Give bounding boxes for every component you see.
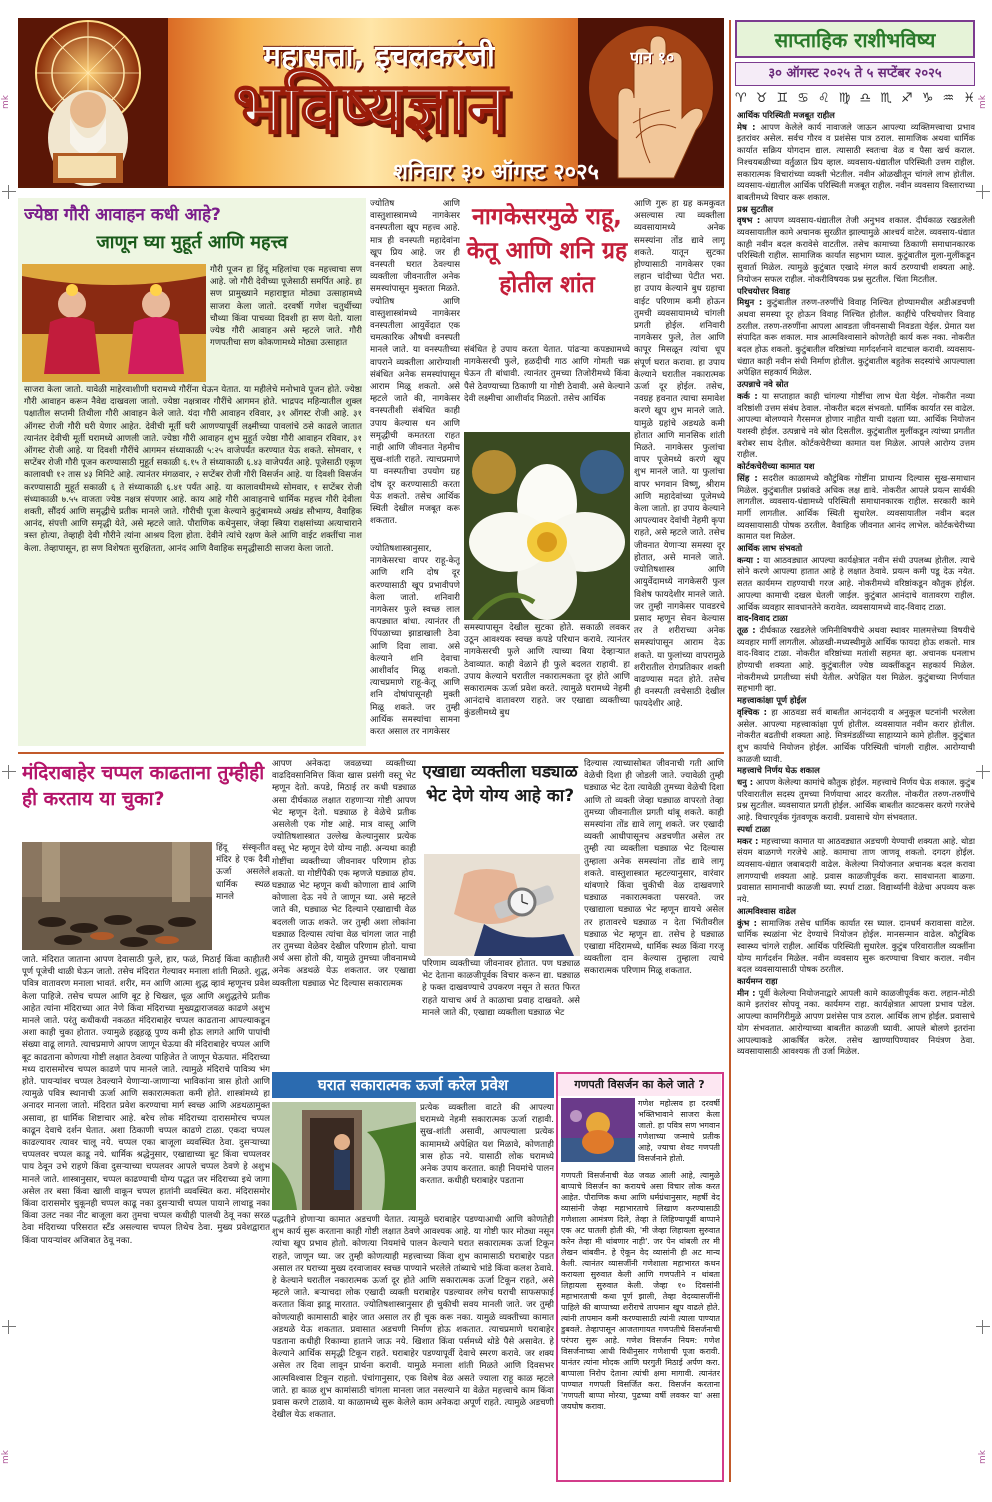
rashi-column (729, 20, 976, 1482)
vanaspati-col-left: ज्योतिष आणि वास्तुशास्त्रामध्ये नागकेसर वनस्पतीला खूप महत्त्व आहे. मात्र ही वनस्पती महादेवांना खूप प्रिय आहे. जर ही वनस्पती घरात ठेवल्यास व्यक्तीला जीवनातील अनेक समस्यांपासून मुक्तता मिळते. ज्योतिष आणि वास्तुशास्त्रांमध्ये नागकेसर वनस्पतीला आयुर्वेदात एक चमत्कारिक औषधी वनस्पती मानले जाते. या वनस्पतीच्या वापराने व्यक्तीला आरोग्याशी संबंधित अनेक समस्यांपासून आराम मिळू शकतो. असे म्हटले जाते की, नागकेसर वनस्पतीशी संबंधित काही उपाय केल्यास धन आणि समृद्धीची कमतरता राहत नाही आणि जीवनात नेहमीच सुख-शांती राहते. त्याचप्रमाणे या वनस्पतीचा उपयोग ग्रह दोष दूर करण्यासाठी करता येऊ शकतो. तसेच आर्थिक स्थिती देखील मजबूत करू शकतात. (370, 199, 460, 527)
rashi-entry-meen (737, 976, 975, 1058)
crop-mark (2, 1320, 16, 1334)
margin-mark: mk (978, 95, 988, 109)
rashi-title: साप्ताहिक राशीभविष्य (774, 28, 936, 52)
gauri-headline-primary: ज्येष्ठा गौरी आवाहन कधी आहे? (24, 205, 221, 225)
rashi-subheading: परिचयोत्तर विवाह (737, 285, 790, 296)
nagkesar-flower-photo (464, 432, 630, 620)
masthead-date: शनिवार ३० ऑगस्ट २०२५ (393, 160, 599, 185)
rashi-subheading: कार्यमग्न राहा (737, 976, 778, 987)
margin-mark: mk (1, 1450, 11, 1464)
crop-mark (976, 765, 990, 779)
urja-body: पद्धतीने होणाऱ्या कामात अडचणी येतात. त्यामुळे घराबाहेर पडण्याआधी आणि कोणतेही शुभ कार्य सुरू करताना काही गोष्टी लक्षात ठेवणे आवश्यक आहे. या गोष्टी फार मोठ्या नसून त्यांचा खूप प्रभाव होतो. कोणत्या नियमांचे पालन केल्याने घरात सकारात्मक ऊर्जा टिकून राहते, जाणून घ्या. जर तुम्ही कोणत्याही महत्त्वाच्या किंवा शुभ कामासाठी घराबाहेर पडत असाल तर घराच्या मुख्य दरवाजावर स्वच्छ पाण्याने भरलेले तांब्याचे भांडे किंवा कलश ठेवावे. हे केल्याने घरातील नकारात्मक ऊर्जा दूर होते आणि सकारात्मक ऊर्जा टिकून राहते, असे म्हटले जाते. बऱ्याचदा लोक एखादी व्यक्ती घराबाहेर पडल्यावर लगेच घराची साफसफाई करतात किंवा झाडू मारतात. ज्योतिषशास्त्रानुसार ही चुकीची सवय मानली जाते. जर तुम्ही कोणत्याही कामासाठी बाहेर जात असाल तर ही चूक करू नका. यामुळे व्यक्तीच्या कामात अडथळे येऊ शकतात. प्रवासात अडचणी निर्माण होऊ शकतात. त्याचप्रमाणे घराबाहेर पडताना कधीही रिकाम्या हाताने जाऊ नये. खिशात किंवा पर्समध्ये थोडे पैसे असावेत. हे केल्याने आर्थिक समृद्धी टिकून राहते. घराबाहेर पडण्यापूर्वी देवाचे स्मरण करावे. जर शक्य असेल तर दिवा लावून प्रार्थना करावी. यामुळे मनाला शांती मिळते आणि दिवसभर आत्मविश्वास टिकून राहतो. पंचांगानुसार, एक विशेष वेळ असते ज्याला राहू काळ म्हटले जाते. हा काळ शुभ कामांसाठी चांगला मानला जात नसल्याने या वेळेत महत्त्वाचे काम किंवा प्रवास करणे टाळावे. या काळामध्ये सुरू केलेले काम अनेकदा अपूर्ण राहते. त्यामुळे अडचणी देखील येऊ शकतात. (272, 1215, 554, 1421)
rashi-entries (737, 110, 975, 1482)
zodiac-symbol-strip (735, 90, 975, 108)
rashi-entry-mithun (737, 286, 975, 380)
rashi-entry-vrushabh (737, 204, 975, 286)
rashi-text: सामाजिक तसेच धार्मिक कार्यात रस घ्याल. दानधर्म करावासा वाटेल. धार्मिक स्थळांना भेट देण्याचे नियोजन होईल. मानसन्मान वाढेल. कौटुंबिक स्वास्थ्य चांगले राहील. आर्थिक परिस्थिती सुधारेल. कुटुंब परिवारातील व्यक्तींना योग्य मार्गदर्शन मिळेल. नवीन व्यवसाय सुरू करण्याचा विचार कराल. नवीन बदल व्यवसायासाठी पोषक ठरतील. (737, 917, 975, 975)
rashi-text: सदरील काळामध्ये कौटुंबिक गोष्टींना प्राधान्य दिल्यास सुख-समाधान मिळेल. कुटुंबातील प्रश्नांकडे अधिक लक्ष द्यावे. नोकरीत आपले प्रयत्न सार्थकी लागतील. व्यवसाय-धंद्यामध्ये परिस्थिती समाधानकारक राहील. सरकारी कामे मार्गी लागतील. आर्थिक स्थिती सुधारेल. व्यवसायातील नवीन बदल व्यवसायासाठी पोषक ठरतील. वैवाहिक जीवनात आनंद लाभेल. कोर्टकचेरीच्या कामात यश मिळेल. (737, 472, 975, 542)
rashi-text: या सप्ताहात काही चांगल्या गोष्टींचा लाभ घेता येईल. नोकरीत नव्या वरिष्ठांशी उत्तम संबंध ठेवाल. नोकरीत बदल संभवतो. धार्मिक कार्यात रस वाढेल. आपल्या बोलण्याने गैरसमज होणार नाहीत याची दक्षता घ्या. आर्थिक नियोजन यशस्वी होईल. उत्पन्नाचे नवे स्रोत दिसतील. कुटुंबातील मुलींकडून त्यांच्या प्रगतीत बरोबर साथ देतील. कोर्टकचेरीच्या कामात यश मिळेल. आपले आरोग्य उत्तम राहील. (737, 390, 975, 460)
article-ganpati (556, 1072, 724, 1482)
scorpio-icon: ♏ (880, 91, 892, 106)
rashi-subheading: स्पर्धा टाळा (737, 823, 771, 834)
article-gauri (18, 198, 366, 746)
aquarius-icon: ♒ (942, 91, 955, 106)
nagkesar-col-right: आणि गुरू हा ग्रह कमकुवत असल्यास त्या व्यक्तीला व्यवसायामध्ये अनेक समस्यांना तोंड द्यावे लागू शकते. यातून सुटका होण्यासाठी नागकेसर एका लहान चांदीच्या पेटीत भरा. हा उपाय केल्याने बुध ग्रहाचा वाईट परिणाम कमी होऊन तुमची व्यवसायामध्ये चांगली प्रगती होईल. शनिवारी नागकेसर फुले, तेल आणि कापूर मिसळून त्यांचा धूप संपूर्ण घरात करावा. हा उपाय केल्याने घरातील नकारात्मक ऊर्जा दूर होईल. तसेच, नवग्रह हवनात त्याचा समावेश करणे खूप शुभ मानले जाते. यामुळे ग्रहांचे अडथळे कमी होतात आणि मानसिक शांती मिळते. नागकेसर फुलांचा वापर पूजेमध्ये करणे खूप शुभ मानले जाते. या फुलांचा वापर भगवान विष्णू, श्रीराम आणि महादेवांच्या पूजेमध्ये केला जातो. हा उपाय केल्याने आपल्यावर देवांची नेहमी कृपा राहते, असे म्हटले जाते. तसेच जीवनात येणाऱ्या समस्या दूर होतात, असे मानले जाते. ज्योतिषशास्त्र आणि आयुर्वेदामध्ये नागकेसरी फुल विशेष फायदेशीर मानले जाते. जर तुम्ही नागकेसर पावडरचे प्रसाद म्हणून सेवन केल्यास तर ते शरीराच्या अनेक समस्यांपासून आराम देऊ शकते. या फुलांच्या वापरामुळे शरीरातील रोगप्रतिकार शक्ती वाढण्यास मदत होते. तसेच ही वनस्पती त्वचेसाठी देखील फायदेशीर आहे. (634, 199, 725, 710)
urja-headline: घरात सकारात्मक ऊर्जा करेल प्रवेश (272, 1072, 554, 1098)
cancer-icon: ♋ (797, 91, 809, 106)
ganpati-intro: गणेश महोत्सव हा दरवर्षी भक्तिभावाने साजरा केला जातो. हा पवित्र सण भगवान गणेशाच्या जन्माचे प्रतीक आहे, ज्याचा शेवट गणपती विसर्जनाने होतो. (638, 1099, 720, 1163)
masthead-subtitle: महासत्ता, इचलकरंजी (263, 39, 495, 74)
rashi-text: महत्त्वाच्या कामात या आठवड्यात अडचणी येण्याची शक्यता आहे. थोडा संयम बाळगणे गरजेचे आहे. कामाचा ताण जाणवू शकतो. दगदग होईल. व्यवसाय-धंद्यात जबाबदारी वाढेल. केलेल्या नियोजनात अचानक बदल करावा लागण्याची शक्यता आहे. प्रवास काळजीपूर्वक करा. सावधानता बाळगा. प्रवासात सामानाची काळजी घ्या. स्पर्धा टाळा. विद्यार्थ्यांनी वेळेचा अपव्यय करू नये. (737, 835, 975, 905)
rashi-subheading: वाद-विवाद टाळा (737, 613, 788, 624)
rashi-subheading: महत्त्वाचे निर्णय घेऊ शकाल (737, 765, 820, 776)
article-chappal (18, 758, 270, 1482)
crop-mark (2, 185, 16, 199)
rashi-subheading: कोर्टकचेरीच्या कामात यश (737, 461, 815, 472)
ghadyal-col-left: आपण अनेकदा जवळच्या व्यक्तीच्या वाढदिवसानिमित्त किंवा खास प्रसंगी वस्तू भेट म्हणून देतो. कपडे, मिठाई तर कधी घड्याळ असा दीर्घकाळ लक्षात राहणाऱ्या गोष्टी आपण भेट म्हणून देतो. घड्याळ हे वेळेचे प्रतीक असलेली एक गोष्ट आहे. मात्र वास्तू आणि ज्योतिषशास्त्रात उल्लेख केल्यानुसार प्रत्येक वस्तू भेट म्हणून देणे योग्य नाही. अन्यथा काही गोष्टींचा व्यक्तीच्या जीवनावर परिणाम होऊ शकतो. या गोष्टींपैकी एक म्हणजे घड्याळ होय. घड्याळ भेट म्हणून कधी कोणाला द्यावं आणि कोणाला देऊ नये ते जाणून घ्या. असे म्हटले जाते की, घड्याळ भेट दिल्याने एखाद्याची वेळ बदलली जाऊ शकते. जर तुम्ही अशा लोकांना घड्याळ दिल्यास त्यांचा वेळ चांगला जात नाही तर तुमच्या वेळेवर देखील परिणाम होतो. याचा अर्थ असा होतो की, यामुळे तुमच्या जीवनामध्ये अनेक अडथळे येऊ शकतात. जर एखाद्या व्यक्तीला घड्याळ भेट दिल्यास सकारात्मक (272, 759, 416, 989)
nagkesar-headline: नागकेसरमुळे राहू, केतू आणि शनि ग्रह होतील शांत (466, 204, 628, 298)
margin-mark: mk (978, 1450, 988, 1464)
rashi-entry-tul (737, 613, 975, 695)
rashi-header (735, 20, 975, 58)
rashi-subheading: आत्मविश्वास वाढेल (737, 905, 796, 916)
rashi-entry-dhanu (737, 765, 975, 824)
gauri-body-top: गौरी पूजन हा हिंदू महिलांचा एक महत्त्वाचा सण आहे. जो गौरी देवीच्या पूजेसाठी समर्पित आहे. हा सण प्रामुख्याने महाराष्ट्रात मोठ्या उत्साहामध्ये साजरा केला जातो. दरवर्षी गणेश चतुर्थीच्या चौथ्या किंवा पाचव्या दिवशी हा सण येतो. याला ज्येष्ठ गौरी आवाहन असे म्हटले जाते. गौरी गणपतीचा सण कोकणामध्ये मोठ्या उत्साहात (210, 265, 362, 349)
rashi-sign: मिथुन : (737, 297, 763, 308)
rashi-text: आपण केलेले कार्य नावाजले जाऊन आपल्या व्यक्तिमत्त्वाचा प्रभाव इतरांवर असेल. सर्वच गौरव व प्रशंसेस पात्र ठराल. सामाजिक अथवा धार्मिक कार्यात सक्रिय योगदान द्याल. त्यासाठी स्वतःचा वेळ व पैसा खर्च कराल. निश्चयबळीच्या वर्तुळात प्रिय व्हाल. व्यवसाय-धंद्यातील परिस्थिती उत्तम राहील. सकारात्मक विचारांच्या व्यक्ती भेटतील. नवीन ओळखीतून चांगले लाभ होतील. व्यवसाय-धंद्यातील आर्थिक परिस्थिती मजबूत राहील. नवीन व्यवसाय विस्ताराच्या बाबतीमध्ये विचार करू शकाल. (737, 121, 975, 202)
vanaspati-col-left-bottom: ज्योतिषशास्त्रानुसार, नागकेसरचा वापर राहू-केतू आणि शनि दोष दूर करण्यासाठी खूप प्रभावीपणे केला जातो. शनिवारी नागकेसर फुले स्वच्छ लाल कपड्यात बांधा. त्यानंतर ती पिंपळाच्या झाडाखाली ठेवा आणि दिवा लावा. असे केल्याने शनि देवाचा आशीर्वाद मिळू शकतो. त्याचप्रमाणे राहू-केतू आणि शनि दोषांपासूनही मुक्ती मिळू शकते. जर तुम्ही आर्थिक समस्यांचा सामना करत असाल तर नागकेसर (370, 544, 460, 738)
rashi-sign: तूळ : (737, 624, 756, 635)
nagkesar-col-mid-top: संबंधित हे उपाय करता येतात. पांढऱ्या कपड्यामध्ये नागकेसरची फुले, हळदीची गाठ आणि गोमती चक्र घेऊन ती बांधावी. त्यानंतर तुमच्या तिजोरीमध्ये किंवा पैसे ठेवण्याच्या ठिकाणी या गोष्टी ठेवावी. असे केल्याने देवी लक्ष्मीचा आशीर्वाद मिळतो. तसेच आर्थिक (464, 345, 630, 404)
rashi-text: आपण व्यवसाय-धंद्यातील तेजी अनुभव शकाल. दीर्घकाळ रखडलेली व्यवसायातील कामे अचानक सुरळीत झाल्यामुळे आश्चर्य वाटेल. व्यवसाय-धंद्यात काही नवीन बदल करावेसे वाटतील. तसेच कामाच्या ठिकाणी समाधानकारक परिस्थिती राहील. सामाजिक कार्यात सहभाग घ्याल. कुटुंबातील मुला-मुलींकडून सुवार्ता मिळेल. त्यामुळे कुटुंबात एखादे मंगल कार्य ठरण्याची शक्यता आहे. नियोजन सफल राहील. नोकरीविषयक प्रश्न सुटतील. चिंता मिटतील. (737, 215, 975, 284)
rashi-sign: सिंह : (737, 472, 758, 483)
rashi-entry-kark (737, 379, 975, 461)
chappal-body: जाते. मंदिरात जाताना आपण देवासाठी फुले, हार, फळं, मिठाई किंवा काहीतरी पूर्ण पूजेची थाळी घेऊन जातो. तसेच मंदिरात गेल्यावर मनाला शांती मिळते. शुद्ध, पवित्र वातावरण मनाला भावतं. शरीर, मन आणि आत्मा शुद्ध व्हावं म्हणूनच प्रवेश केला पाहिजे. तसेच चप्पल आणि बूट हे चिखल, धूळ आणि अशुद्धतेचे प्रतीक आहेत त्यांना मंदिराच्या आत नेणे किंवा मंदिराच्या मुख्यद्वाराजवळ काढणे अशुभ मानले जाते. परंतु कधीकधी नकळत मंदिराबाहेर चप्पल काढताना आपल्याकडून अशा काही चुका होतात. ज्यामुळे हळूहळू पुण्य कमी होऊ लागते आणि पापांची संख्या वाढू लागते. त्याचप्रमाणे आपण जाणून घेऊया की मंदिराबाहेर चप्पल आणि बूट काढताना कोणत्या गोष्टी लक्षात ठेवल्या पाहिजेत ते जाणून घेऊयात. मंदिराच्या मध्य दारासमोरच चप्पल काढणे पाप मानले जाते. त्यामुळे मंदिराचे पावित्र्य भंग होते. पायऱ्यांवर चप्पल ठेवल्याने येणाऱ्या-जाणाऱ्या भाविकांना त्रास होतो आणि त्यामुळे पवित्र स्थानाची ऊर्जा आणि सकारात्मकता कमी होते. शास्त्रांमध्ये हा अनादर मानला जातो. मंदिरात प्रवेश करण्याचा मार्ग स्वच्छ आणि अडथळामुक्त असावा, हा धार्मिक शिष्टाचार आहे. बरेच लोक मंदिराच्या दारासमोरच चप्पल काढून देवाचे दर्शन घेतात. अशा ठिकाणी चप्पल काढणे टाळा. एकदा चप्पल काढल्यावर त्यावर चालू नये. चप्पल एका बाजूला व्यवस्थित ठेवा. दुसऱ्याच्या चप्पलवर चप्पल काढू नये. धार्मिक श्रद्धेनुसार, एखाद्याच्या बूट किंवा चप्पलवर पाय ठेवून उभे राहणे किंवा दुसऱ्याच्या चप्पलवर आपले चप्पल ठेवणे हे अशुभ मानले जाते. शास्त्रानुसार, चप्पल काढण्याची योग्य पद्धत जर मंदिराच्या इथे जागा असेल तर बसा किंवा खाली वाकून चप्पल हातांनी व्यवस्थित करा. मंदिरासमोर किंवा दारासमोर चुकूनही चप्पल काढू नका दुसऱ्याची चप्पल पायाने लाथाडू नका किंवा उलट नका नीट बाजूला करा तुमचा चप्पल कधीही पालथी ठेवू नका सरळ ठेवा मंदिराच्या परिसरात स्टँड असल्यास चप्पल तिथेच ठेवा. मुख्य प्रवेशद्वारात किंवा पायऱ्यांवर अजिबात ठेवू नका. (22, 955, 270, 1246)
rashi-text: आपण केलेल्या कामांचे कौतुक होईल. महत्त्वाचे निर्णय घेऊ शकाल. कुटुंब परिवारातील सदस्य तुमच्या निर्णयाचा आदर करतील. नोकरीत तरुण-तरुणींचे प्रश्न सुटतील. व्यवसायात प्रगती होईल. आर्थिक बाबतीत काटकसर करणे गरजेचे आहे. विचारपूर्वक गुंतवणूक करावी. प्रवासाचे योग संभवतात. (737, 777, 975, 823)
rashi-sign: कुंभ : (737, 917, 757, 928)
libra-icon: ♎ (859, 91, 872, 106)
crop-mark (976, 185, 990, 199)
rashi-sign: मकर : (737, 835, 759, 846)
watch-gift-photo (424, 854, 580, 956)
masthead-title: भविष्यज्ञान (233, 67, 507, 149)
rashi-text: या आठवड्यात आपल्या कार्यक्षेत्रात नवीन संधी उपलब्ध होतील. त्याचे सोने करणे आपल्या हातात आहे हे लक्षात ठेवावे. प्रयत्न कमी पडू देऊ नयेत. सतत कार्यमग्न राहण्याची गरज आहे. नोकरीमध्ये वरिष्ठांकडून कौतुक होईल. आपल्या कामाची दखल घेतली जाईल. कुटुंबात आनंदाचे वातावरण राहील. आर्थिक व्यवहार सावधानतेने करावेत. व्यवसायामध्ये वाद-विवाद टाळा. (737, 554, 975, 612)
gauri-body-main: साजरा केला जातो. यावेळी माहेरवाशीणी घरामध्ये गौरींना घेऊन येतात. या महीलेचे मनोभावे पूजन होते. ज्येष्ठा गौरी आवाहन करून नैवेद्य दाखवला जातो. ज्येष्ठा नक्षत्रावर गौरींचे आगमन होते. भाद्रपद महिन्यातील शुक्ल पक्षातील सप्तमी तिथीला गौरी आवाहन केले जाते. यंदा गौरी आवाहन रविवार, ३१ ऑगस्ट रोजी आहे. ३१ ऑगस्ट रोजी गौरी घरी येणार आहेत. देवीची मूर्ती घरी आणण्यापूर्वी लक्ष्मीच्या पावलांचे ठसे काढले जातात त्यानंतर देवीची मूर्ती घरामध्ये आणली जाते. ज्येष्ठा गौरी आवाहन शुभ मुहूर्त ज्येष्ठा गौरी आवाहन रविवार, ३१ ऑगस्ट रोजी आहे. या दिवशी गौरींचे आगमन संध्याकाळी ५:२५ वाजेपर्यंत करण्यात येऊ शकते. सोमवार, १ सप्टेंबर रोजी गौरी पूजन करण्यासाठी मुहूर्त सकाळी ६.१५ ते संध्याकाळी ६.४३ वाजेपर्यंत आहे. पूजेसाठी एकूण कालावधी १२ तास ४३ मिनिटे आहे. त्यानंतर मंगळवार, २ सप्टेंबर रोजी गौरी विसर्जन आहे. या दिवशी विसर्जन करण्यासाठी मुहूर्त सकाळी ६ ते संध्याकाळी ६.४१ पर्यंत आहे. या कालावधीमध्ये सोमवार, १ सप्टेंबर रोजी संध्याकाळी ७.५५ वाजता ज्येष्ठ नक्षत्र संपणार आहे. काय आहे गौरी आवाहनाचे धार्मिक महत्त्व गौरी देवीला शक्ती, सौंदर्य आणि समृद्धीचे प्रतीक मानले जाते. गौरीची पूजा केल्याने कुटुंबामध्ये अखंड सौभाग्य, वैवाहिक आनंद, संपत्ती आणि समृद्धी येते, असे म्हटले जाते. पौराणिक कथेनुसार, जेव्हा स्त्रिया राक्षसांच्या अत्याचाराने त्रस्त होत्या, तेव्हाही देवी गौरीने त्यांना आश्रय दिला होता. देवीने त्यांचे रक्षण केले आणि वाईट शक्तींचा नाश केला. तेव्हापासून, हा सण विशेषतः सुरक्षितता, आनंद आणि वैवाहिक समृद्धीसाठी साजरा केला जातो. (24, 385, 362, 554)
rashi-entry-mesh (737, 110, 975, 204)
ghadyal-headline: एखाद्या व्यक्तीला घड्याळ भेट देणे योग्य आहे का? (422, 762, 578, 806)
rashi-text: पूर्वी केलेल्या नियोजनाद्वारे आपली कामे काळजीपूर्वक करा. लहान-मोठी कामे इतरांवर सोपवू नका. कार्यमग्न राहा. कार्यक्षेत्रात आपला प्रभाव पडेल. आपल्या कामगिरीमुळे आपण प्रशंसेस पात्र ठराल. आर्थिक लाभ होईल. प्रवासाचे योग संभवतात. आरोग्याच्या बाबतीत काळजी घ्यावी. आपले बोलणे इतरांना आपल्याकडे आकर्षित करेल. तसेच खाण्यापिण्यावर नियंत्रण ठेवा. व्यवसायासाठी आवश्यक ती उर्जा मिळेल. (737, 987, 975, 1057)
taurus-icon: ♉ (755, 91, 768, 106)
rashi-entry-kumbh (737, 906, 975, 976)
nagkesar-col-mid-bottom: समस्यापासून देखील सुटका होते. सकाळी लवकर उठून आवश्यक स्वच्छ कपडे परिधान करावे. त्यानंतर नागकेसरची फुले आणि त्याच्या बिया देव्हाऱ्यात ठेवाव्यात. काही वेळाने ही फुले बदलत राहावी. हा उपाय केल्याने घरातील नकारात्मकता दूर होते आणि सकारात्मक ऊर्जा प्रवेश करते. त्यामुळे घरामध्ये नेहमी आनंदाचे वातावरण राहते. जर एखाद्या व्यक्तीच्या कुंडलीमध्ये बुध (464, 623, 630, 719)
ganpati-immersion-photo (561, 1098, 635, 1162)
temple-footwear-photo (22, 842, 212, 950)
margin-mark: mk (1, 95, 11, 109)
pisces-icon: ♓ (963, 91, 975, 106)
rashi-subheading: महत्त्वाकांक्षा पूर्ण होईल (737, 695, 807, 706)
capricorn-icon: ♑ (921, 91, 934, 106)
virgo-icon: ♍ (838, 91, 851, 106)
masthead (18, 18, 724, 188)
rashi-sign: मेष : (737, 121, 756, 132)
page-number: पान १० (630, 48, 675, 67)
rashi-entry-sinh (737, 461, 975, 543)
rashi-text: कुटुंबातील तरुण-तरुणींचे विवाह निश्चित होण्यामधील अडीअडचणी अथवा समस्या दूर होऊन विवाह निश्चित होतील. काहींचे परिचयोत्तर विवाह ठरतील. तरुण-तरुणींना आपला आवडता जीवनसाथी निवडता येईल. प्रेमात यश संपादित करू शकाल. मात्र आत्मविश्वासाने कोणतेही कार्य करू नका. नोकरीत बदल होऊ शकतो. कुटुंबातील वरिष्ठांच्या मार्गदर्शनाने वाटचाल करावी. व्यवसाय-धंद्यात काही नवीन संधी निर्माण होतील. कुटुंबातील बहुतेक सदस्यांचे आपल्याला अपेक्षित सहकार्य मिळेल. (737, 297, 975, 378)
chappal-intro: हिंदू संस्कृतीत मंदिर हे एक दैवी ऊर्जा असलेले धार्मिक स्थळ मानले (216, 843, 270, 902)
gauri-idol-photo (22, 264, 206, 382)
aries-icon: ♈ (735, 91, 747, 106)
home-doorway-photo (272, 1102, 416, 1210)
article-urja (272, 1072, 554, 1482)
ghadyal-caption: परिणाम व्यक्तीच्या जीवनावर होतात. पण घड्याळ भेट देताना काळजीपूर्वक विचार करून द्या. घड्याळ हे फक्त दाखवण्याचे उपकरण नसून ते सतत फिरत राहते याचाच अर्थ ते काळाचा प्रवाह दाखवते. असे मानले जाते की, एखाद्या व्यक्तीला घड्याळ भेट (422, 959, 580, 1018)
sagittarius-icon: ♐ (901, 91, 913, 106)
ganpati-headline: गणपती विसर्जन का केले जाते ? (558, 1074, 721, 1096)
ghadyal-col-right: दिल्यास त्याच्यासोबत जीवनाची गती आणि वेळेची दिशा ही जोडली जाते. ज्यावेळी तुम्ही घड्याळ भेट देता त्यावेळी तुमच्या वेळेची दिशा आणि तो व्यक्ती जेव्हा घड्याळ वापरतो तेव्हा तुमच्या जीवनातील प्रगती थांबू शकते. काही समस्यांना तोंड द्यावे लागू शकते. जर एखादी व्यक्ती आधीपासूनच अडचणीत असेल तर तुम्ही त्या व्यक्तीला घड्याळ भेट दिल्यास तुम्हाला अनेक समस्यांना तोंड द्यावे लागू शकते. वास्तुशास्त्रात म्हटल्यानुसार, वारंवार थांबणारे किंवा चुकीची वेळ दाखवणारे घड्याळ नकारात्मकता पसरवते. जर एखाद्याला घड्याळ भेट म्हणून द्यायचे असेल तर हातावरचे घड्याळ न देता भिंतीवरील घड्याळ भेट म्हणून द्या. तसेच हे घड्याळ एखाद्या मंदिरामध्ये, धार्मिक स्थळ किंवा गरजू व्यक्तीला दान केल्यास तुम्हाला त्याचे सकारात्मक परिणाम मिळू शकतात. (584, 759, 724, 977)
gauri-headline-secondary: जाणून घ्या मुहूर्त आणि महत्त्व (96, 232, 288, 253)
chappal-headline: मंदिराबाहेर चप्पल काढताना तुम्हीही ही करताय या चुका? (22, 762, 265, 810)
rashi-text: हा आठवडा सर्व बाबतीत आनंददायी व अनुकूल घटनांनी भरलेला असेल. आपल्या महत्त्वाकांक्षा पूर्ण होतील. व्यवसायात नवीन करार होतील. नोकरीत बढतीची शक्यता आहे. मित्रमंडळींच्या साहाय्याने कामे होतील. कुटुंबात शुभ कार्याचे नियोजन होईल. आर्थिक परिस्थिती चांगली राहील. आरोग्याची काळजी घ्यावी. (737, 706, 975, 764)
rashi-entry-kanya (737, 543, 975, 613)
rashi-sign: मीन : (737, 987, 756, 998)
rashi-sign: कन्या : (737, 554, 760, 565)
rashi-text: दीर्घकाळ रखडलेले जमिनीविषयीचे अथवा स्थावर मालमत्तेच्या विषयीचे व्यवहार मार्गी लागतील. ओळखी-मध्यस्थीमुळे आर्थिक फायदा होऊ शकतो. मात्र वाद-विवाद टाळा. नोकरीत वरिष्ठांच्या मतांशी सहमत व्हा. अचानक धनलाभ होण्याची शक्यता आहे. कुटुंबातील ज्येष्ठ व्यक्तींकडून सहकार्य मिळेल. नोकरीमध्ये प्रगतीच्या संधी येतील. अपेक्षित यश मिळेल. कुटुंबाच्या निर्णयात सहभागी व्हा. (737, 624, 975, 694)
rashi-subheading: आर्थिक लाभ संभवतो (737, 543, 803, 554)
rashi-sign: धनु : (737, 777, 754, 788)
article-ghadyal (272, 758, 724, 1070)
article-nagkesar (370, 198, 725, 746)
gemini-icon: ♊ (776, 91, 789, 106)
section-divider (18, 752, 724, 754)
rashi-entry-vrushchik (737, 695, 975, 765)
urja-intro: प्रत्येक व्यक्तीला वाटते की आपल्या घरामध्ये नेहमी सकारात्मक ऊर्जा राहावी. सुख-शांती असावी, आपल्याला प्रत्येक कामामध्ये अपेक्षित यश मिळावे, कोणताही त्रास होऊ नये. यासाठी लोक घरामध्ये अनेक उपाय करतात. काही नियमांचे पालन करतात. कधीही घराबाहेर पडताना (420, 1103, 554, 1187)
rashi-entry-makar (737, 824, 975, 906)
crop-mark (2, 765, 16, 779)
rashi-subheading: आर्थिक परिस्थिती मजबूत राहील (737, 110, 835, 120)
rashi-subheading: प्रश्न सुटतील (737, 203, 774, 214)
crop-mark (976, 1320, 990, 1334)
rashi-date-range: ३० ऑगस्ट २०२५ ते ५ सप्टेंबर २०२५ (735, 62, 975, 86)
rashi-sign: वृषभ : (737, 215, 761, 226)
ganpati-body: गणपती विसर्जनाची वेळ जवळ आली आहे, त्यामुळे बाप्पाचे विसर्जन का करायचे असा विचार लोक करत आहेत. पौराणिक कथा आणि धर्मग्रंथानुसार, महर्षी वेद व्यासांनी जेव्हा महाभारताचे लिखाण करण्यासाठी गणेशाला आमंत्रण दिले, तेव्हा ते लिहिण्यापूर्वी बाप्पाने एक अट घातली होती की, 'मी जेव्हा लिहायला सुरुवात करेन तेव्हा मी थांबणार नाही'. जर पेन थांबली तर मी लेखन थांबवीन. हे ऐकून वेद व्यासांनी ही अट मान्य केली. त्यानंतर व्यासजींनी गणेशाला महाभारत कथन करायला सुरुवात केली आणि गणपतीने न थांबता लिहायला सुरुवात केली. जेव्हा १० दिवसांनी महाभारताची कथा पूर्ण झाली, तेव्हा वेदव्यासजींनी पाहिले की बाप्पाच्या शरीराचे तापमान खूप वाढले होते. त्यांनी तापमान कमी करण्यासाठी त्यांनी त्याला पाण्यात डुबवले. तेव्हापासून आजतागायत गणपतीचे विसर्जनाची परंपरा सुरू आहे. गणेश विसर्जन नियम: गणेश विसर्जनाच्या आधी विधीनुसार गणेशाची पूजा करावी. यानंतर त्यांना मोदक आणि घरगुती मिठाई अर्पण करा. बाप्पाला निरोप देताना त्यांची क्षमा मागावी. त्यानंतर पाण्यात गणपती विसर्जित करा. विसर्जन करताना 'गणपती बाप्पा मोरया, पुढच्या वर्षी लवकर या' असा जयघोष करावा. (561, 1171, 720, 1411)
leo-icon: ♌ (818, 91, 830, 106)
rashi-sign: कर्क : (737, 390, 758, 401)
rashi-sign: वृश्चिक : (737, 706, 767, 717)
rashi-subheading: उत्पन्नाचे नवे स्रोत (737, 379, 789, 390)
